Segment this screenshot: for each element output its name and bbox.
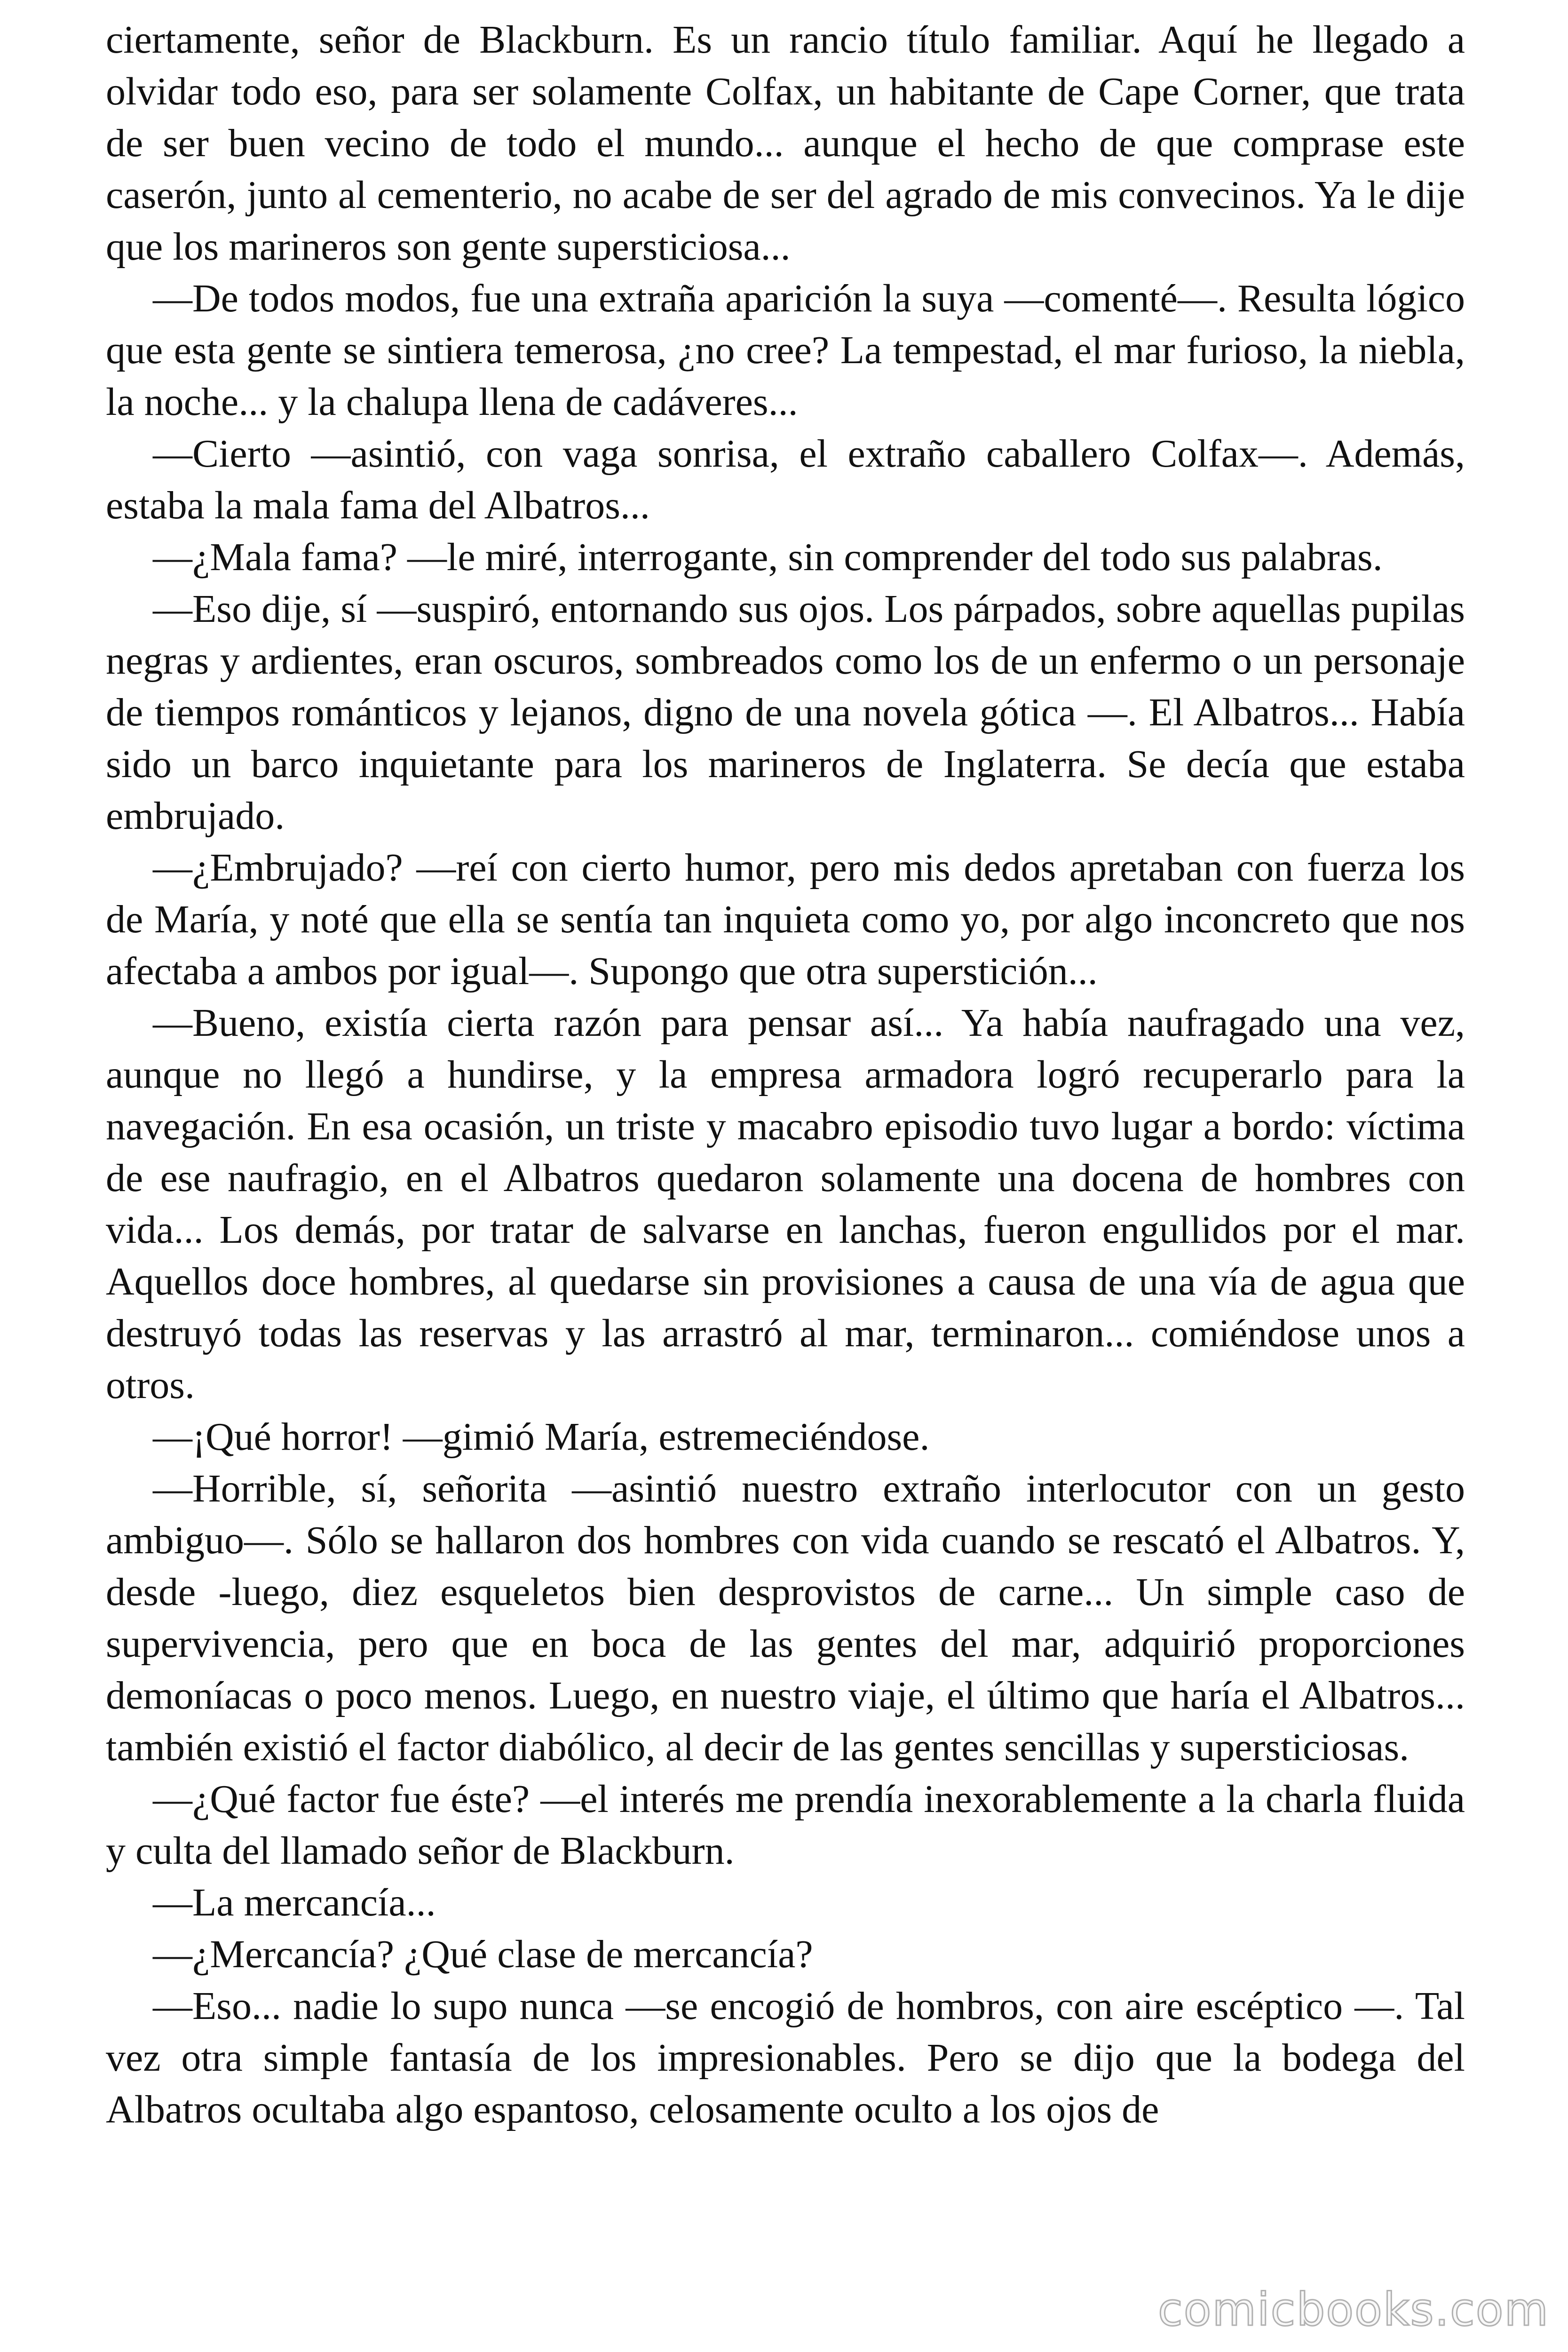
- paragraph-2: —De todos modos, fue una extraña aparición la suya —comenté—. Resulta lógico que esta gente se sintiera temerosa, ¿no cree? La tempestad, el mar furioso, la niebla, la noche... y la chalupa llena de cadáveres...: [106, 277, 1465, 424]
- paragraph-3: —Cierto —asintió, con vaga sonrisa, el extraño caballero Colfax—. Además, estaba la mala fama del Albatros...: [106, 432, 1465, 527]
- paragraph-12: —¿Mercancía? ¿Qué clase de mercancía?: [153, 1932, 813, 1976]
- paragraph-10: —¿Qué factor fue éste? —el interés me prendía inexorablemente a la charla fluida y culta del llamado señor de Blackburn.: [106, 1777, 1465, 1873]
- paragraph-1: ciertamente, señor de Blackburn. Es un rancio título familiar. Aquí he llegado a olvidar todo eso, para ser solamente Colfax, un habitante de Cape Corner, que trata de ser buen vecino de todo el mundo... aunque el hecho de que comprase este caserón, junto al cementerio, no acabe de ser del agrado de mis convecinos. Ya le dije que los marineros son gente supersticiosa...: [106, 18, 1465, 269]
- paragraph-4: —¿Mala fama? —le miré, interrogante, sin comprender del todo sus palabras.: [153, 535, 1383, 579]
- paragraph-9: —Horrible, sí, señorita —asintió nuestro extraño interlocutor con un gesto ambiguo—. Sólo se hallaron dos hombres con vida cuando se rescató el Albatros. Y, desde -luego, diez esqueletos bien desprovistos de carne... Un simple caso de supervivencia, pero que en boca de las gentes del mar, adquirió proporciones demoníacas o poco menos. Luego, en nuestro viaje, el último que haría el Albatros... también existió el factor diabólico, al decir de las gentes sencillas y supersticiosas.: [106, 1467, 1465, 1769]
- paragraph-8: —¡Qué horror! —gimió María, estremeciéndose.: [153, 1415, 930, 1459]
- watermark: comicbooks.com: [1157, 2283, 1549, 2336]
- paragraph-5: —Eso dije, sí —suspiró, entornando sus ojos. Los párpados, sobre aquellas pupilas negras y ardientes, eran oscuros, sombreados como los de un enfermo o un personaje de tiempos románticos y lejanos, digno de una novela gótica —. El Albatros... Había sido un barco inquietante para los marineros de Inglaterra. Se decía que estaba embrujado.: [106, 587, 1465, 838]
- paragraph-7: —Bueno, existía cierta razón para pensar así... Ya había naufragado una vez, aunque no llegó a hundirse, y la empresa armadora logró recuperarlo para la navegación. En esa ocasión, un triste y macabro episodio tuvo lugar a bordo: víctima de ese naufragio, en el Albatros quedaron solamente una docena de hombres con vida... Los demás, por tratar de salvarse en lanchas, fueron engullidos por el mar. Aquellos doce hombres, al quedarse sin provisiones a causa de una vía de agua que destruyó todas las reservas y las arrastró al mar, terminaron... comiéndose unos a otros.: [106, 1001, 1465, 1407]
- paragraph-11: —La mercancía...: [153, 1881, 436, 1924]
- paragraph-13: —Eso... nadie lo supo nunca —se encogió de hombros, con aire escéptico —. Tal vez otra simple fantasía de los impresionables. Pero se dijo que la bodega del Albatros ocultaba algo espantoso, celosamente oculto a los ojos de: [106, 1984, 1465, 2131]
- paragraph-6: —¿Embrujado? —reí con cierto humor, pero mis dedos apretaban con fuerza los de María, y noté que ella se sentía tan inquieta como yo, por algo inconcreto que nos afectaba a ambos por igual—. Supongo que otra superstición...: [106, 846, 1465, 993]
- page-body: [106, 14, 1465, 2328]
